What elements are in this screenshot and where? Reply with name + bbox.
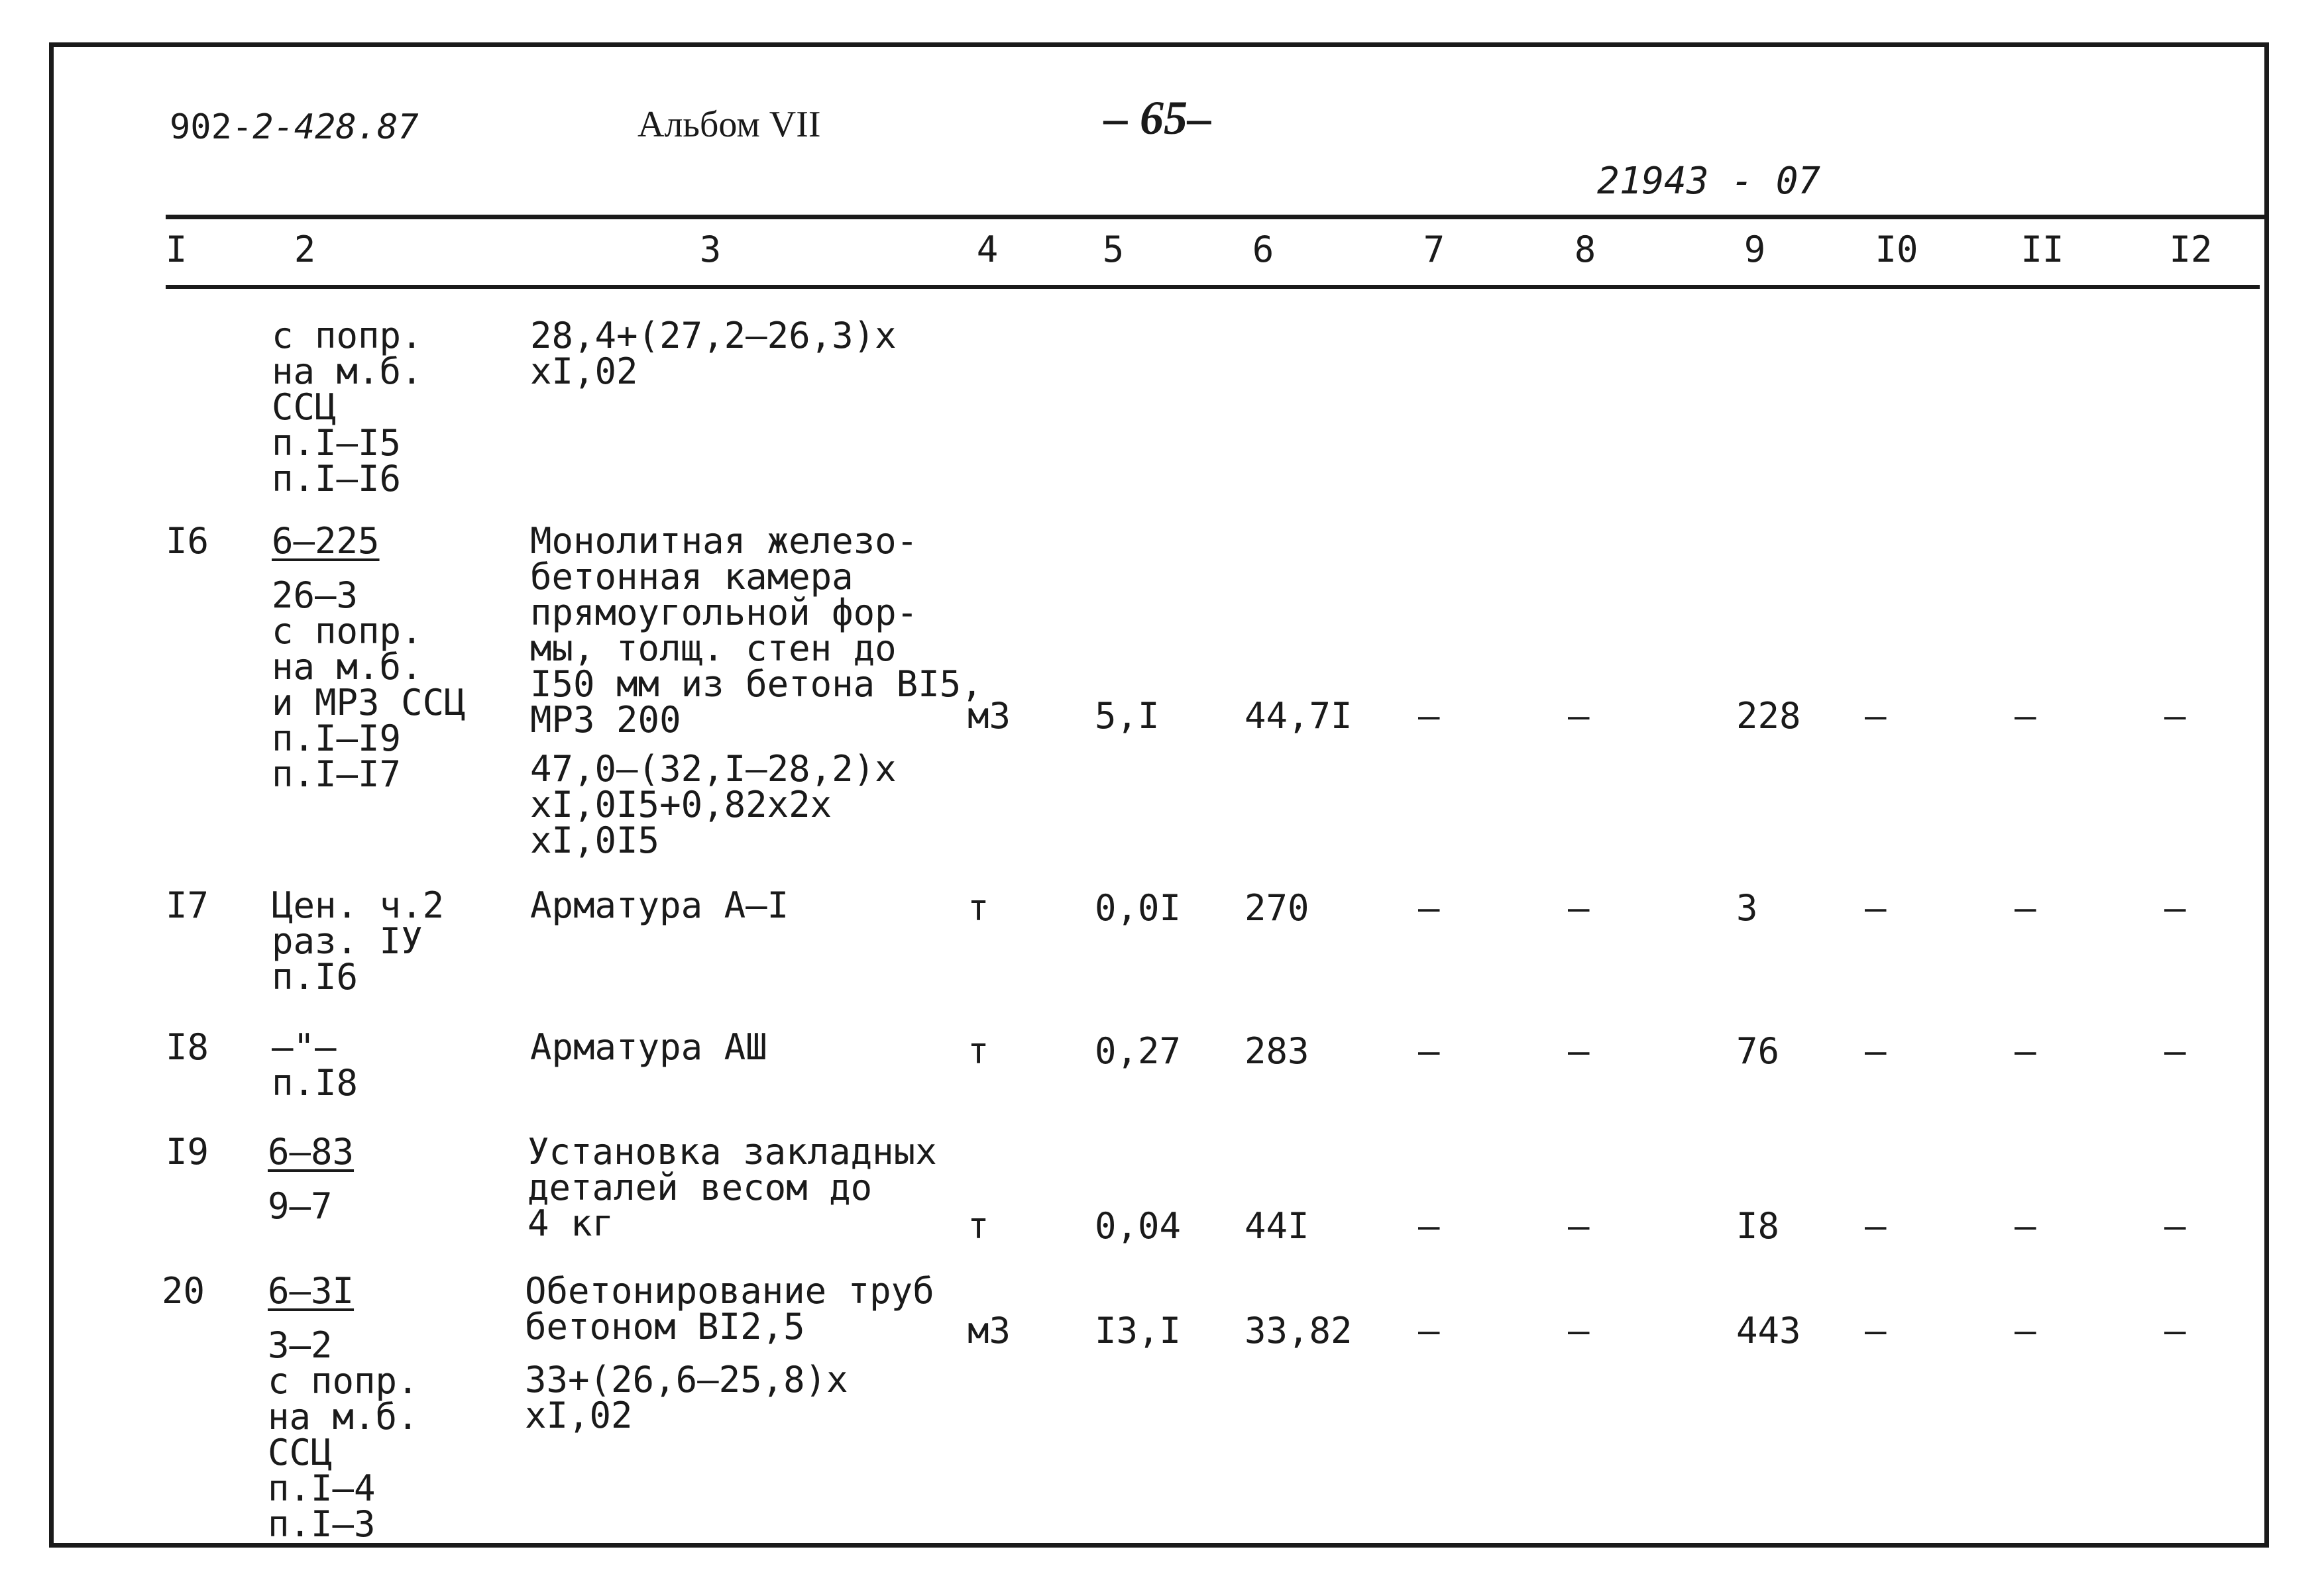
row-total: I8 (1736, 1205, 1780, 1247)
page-number: – 65– (1104, 91, 1211, 144)
row-number: 20 (162, 1270, 205, 1312)
row-col8: – (1568, 1310, 1590, 1351)
col-header-9: 9 (1743, 229, 1766, 270)
row-col12: – (2164, 1030, 2186, 1072)
col-header-3: 3 (699, 229, 722, 270)
row-col12: – (2164, 1205, 2186, 1247)
col-header-1: I (165, 229, 188, 270)
row-col8: – (1568, 695, 1590, 737)
doc-code-prefix: 902- (170, 107, 253, 147)
row-total: 76 (1736, 1030, 1780, 1072)
row-description: Арматура АШ (530, 1026, 767, 1068)
row-total: 3 (1736, 887, 1758, 929)
row-quantity: 5,I (1095, 695, 1160, 737)
row-col11: – (2015, 1030, 2036, 1072)
col-header-8: 8 (1574, 229, 1596, 270)
row-col12: – (2164, 1310, 2186, 1351)
row-unit: м3 (968, 1310, 1011, 1351)
row-col7: – (1418, 1030, 1440, 1072)
row-code-notes: Цен. ч.2 раз. IУ п.I6 (272, 884, 445, 998)
row-description: 28,4+(27,2–26,3)x xI,02 (530, 315, 897, 392)
row-col8: – (1568, 1030, 1590, 1072)
row-col8: – (1568, 887, 1590, 929)
row-col11: – (2015, 1205, 2036, 1247)
row-price: 44,7I (1245, 695, 1353, 737)
row-price: 44I (1245, 1205, 1309, 1247)
row-number: I9 (166, 1131, 209, 1173)
row-description: Обетонирование труб бетоном BI2,5 (525, 1270, 934, 1348)
row-quantity: I3,I (1095, 1310, 1182, 1351)
row-col7: – (1418, 695, 1440, 737)
row-col10: – (1865, 1310, 1887, 1351)
row-code-notes: –"– п.I8 (272, 1026, 359, 1104)
row-col11: – (2015, 887, 2036, 929)
row-code: 6–3I (268, 1270, 355, 1312)
row-code-notes: 26–3 с попр. на м.б. и МРЗ ССЦ п.I–I9 п.I–I7 (272, 574, 466, 795)
col-header-12: I2 (2169, 229, 2213, 270)
row-quantity: 0,27 (1095, 1030, 1182, 1072)
row-unit: т (968, 887, 989, 929)
row-quantity: 0,04 (1095, 1205, 1182, 1247)
row-col10: – (1865, 1030, 1887, 1072)
row-code-notes: с попр. на м.б. ССЦ п.I–I5 п.I–I6 (272, 315, 423, 500)
row-col8: – (1568, 1205, 1590, 1247)
col-header-10: I0 (1875, 229, 1918, 270)
row-col12: – (2164, 887, 2186, 929)
header-rule-top (166, 215, 2269, 219)
row-price: 283 (1245, 1030, 1309, 1072)
col-header-11: II (2020, 229, 2064, 270)
album-label: Альбом VII (637, 104, 821, 145)
row-col7: – (1418, 1310, 1440, 1351)
row-code-notes: 9–7 (268, 1185, 333, 1227)
row-calculation: 33+(26,6–25,8)x xI,02 (525, 1359, 848, 1436)
col-header-4: 4 (976, 229, 999, 270)
row-description: Монолитная железо- бетонная камера прямоугольной фор- мы, толщ. стен до I50 мм из бетона BI5, МРЗ 200 (530, 520, 983, 741)
col-header-5: 5 (1102, 229, 1125, 270)
row-col7: – (1418, 1205, 1440, 1247)
row-total: 443 (1736, 1310, 1801, 1351)
row-calculation: 47,0–(32,I–28,2)x xI,0I5+0,82x2x xI,0I5 (530, 748, 897, 861)
sheet-code: 21943 - 07 (1597, 160, 1821, 203)
row-total: 228 (1736, 695, 1801, 737)
row-number: I8 (166, 1026, 209, 1068)
row-number: I7 (166, 884, 209, 926)
row-col7: – (1418, 887, 1440, 929)
col-header-7: 7 (1423, 229, 1445, 270)
row-col10: – (1865, 887, 1887, 929)
row-price: 270 (1245, 887, 1309, 929)
row-number: I6 (166, 520, 209, 562)
row-col11: – (2015, 1310, 2036, 1351)
row-unit: м3 (968, 695, 1011, 737)
row-col12: – (2164, 695, 2186, 737)
row-description: Арматура А–I (530, 884, 789, 926)
row-col10: – (1865, 695, 1887, 737)
row-unit: т (968, 1030, 989, 1072)
col-header-2: 2 (294, 229, 316, 270)
row-price: 33,82 (1245, 1310, 1353, 1351)
row-code: 6–225 (272, 520, 380, 562)
col-header-6: 6 (1252, 229, 1274, 270)
row-code-notes: 3–2 с попр. на м.б. ССЦ п.I–4 п.I–3 (268, 1324, 419, 1545)
row-col10: – (1865, 1205, 1887, 1247)
header-rule-bottom (166, 285, 2260, 289)
row-description: Установка закладных деталей весом до 4 кг (527, 1131, 937, 1244)
row-col11: – (2015, 695, 2036, 737)
row-unit: т (968, 1205, 989, 1247)
row-quantity: 0,0I (1095, 887, 1182, 929)
row-code: 6–83 (268, 1131, 355, 1173)
doc-code (170, 107, 419, 147)
doc-code-suffix: 2-428.87 (252, 107, 419, 147)
